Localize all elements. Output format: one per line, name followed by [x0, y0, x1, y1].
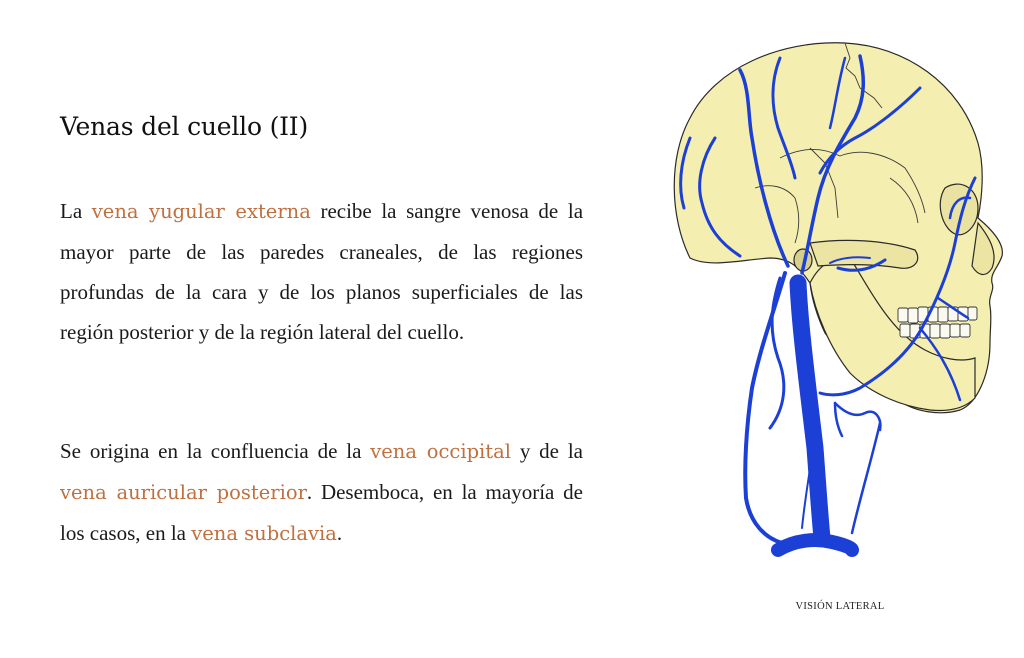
term-vena-subclavia: vena subclavia	[191, 522, 337, 545]
figure-caption: VISIÓN LATERAL	[795, 601, 885, 612]
term-vena-yugular-externa: vena yugular externa	[91, 200, 311, 223]
paragraph-2	[60, 431, 583, 554]
paragraph-2-text-2: y de la	[511, 439, 583, 463]
term-vena-occipital: vena occipital	[370, 440, 511, 463]
paragraph-2-text-4: .	[336, 521, 343, 545]
skull	[674, 43, 1002, 413]
paragraph-2-text-1: Se origina en la confluencia de la	[60, 439, 371, 463]
paragraph-2-text-3: . Desemboca, en la mayoría de los casos, en la	[60, 480, 583, 545]
paragraph-1-intro: La	[60, 199, 92, 223]
paragraph-1	[60, 191, 583, 352]
page-title: Venas del cuello (II)	[60, 112, 309, 141]
term-vena-auricular-posterior: vena auricular posterior	[60, 481, 307, 504]
paragraph-1-body: recibe la sangre venosa de la mayor parte de las paredes craneales, de las regiones profundas de la cara y de los planos superficiales de las región posterior y de la región lateral del cuello.	[60, 199, 584, 344]
skull-neck-veins-illustration	[660, 28, 1010, 568]
